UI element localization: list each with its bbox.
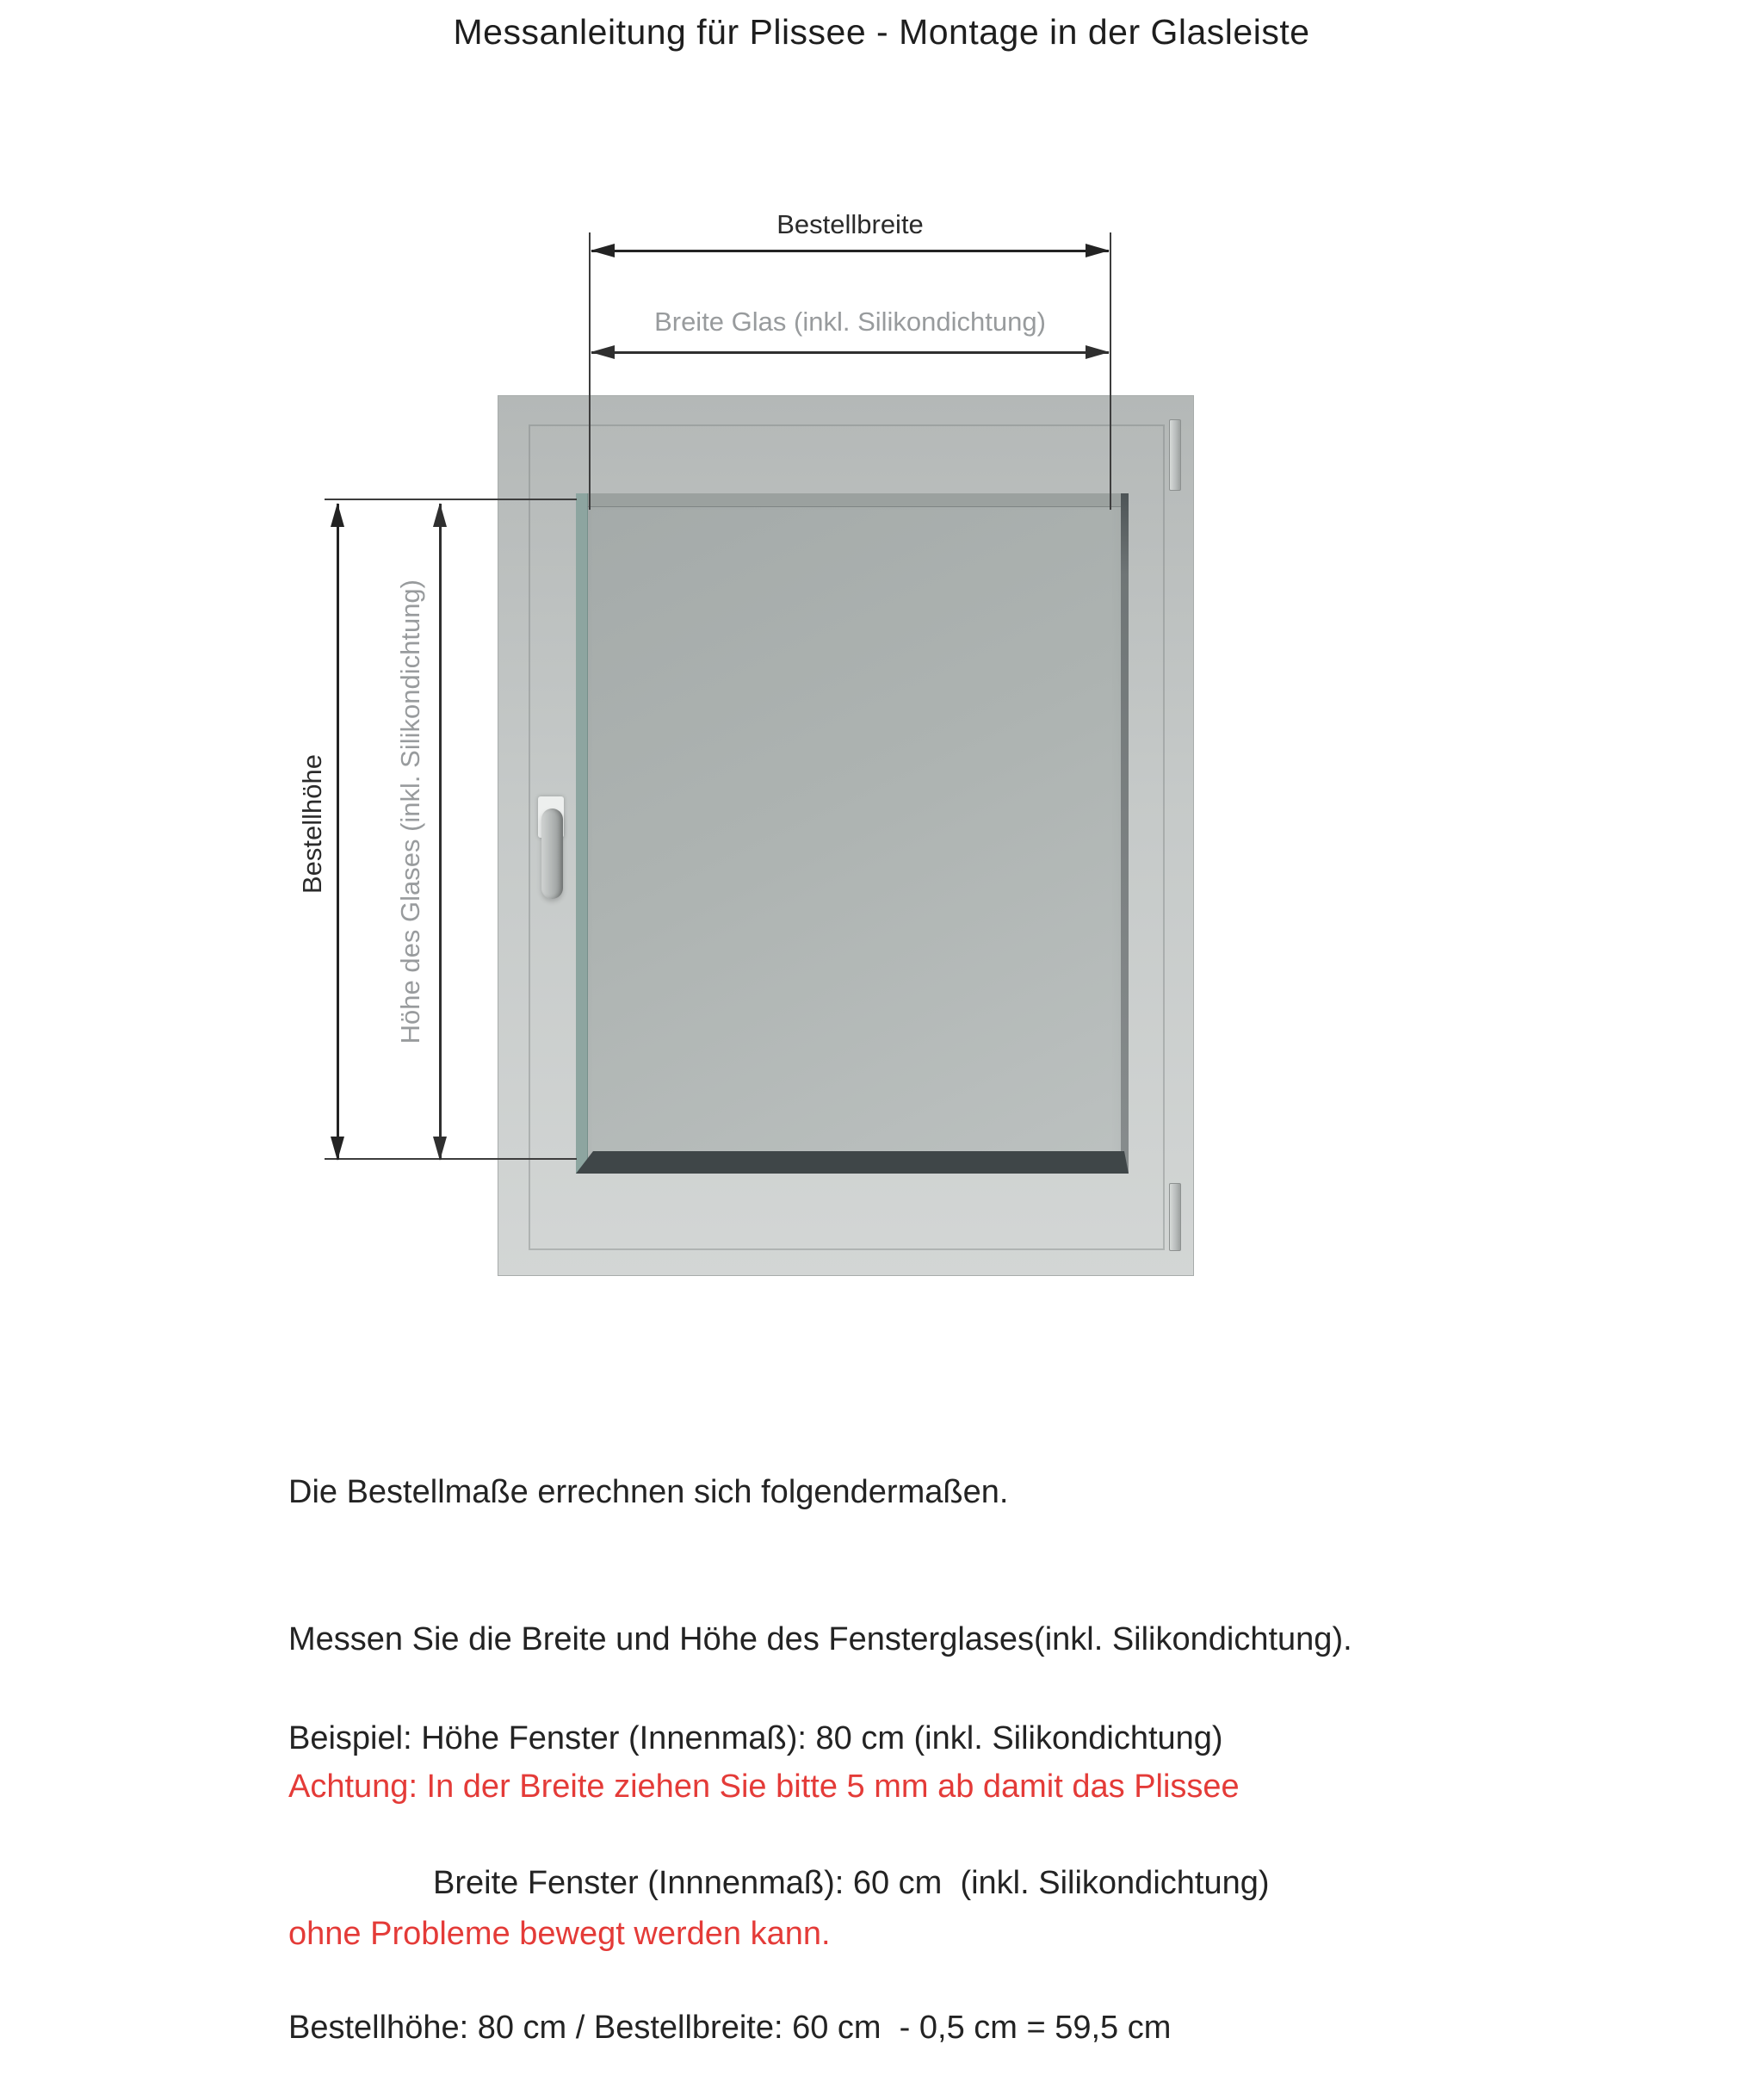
note-line-1: Die Bestellmaße errechnen sich folgendermaßen. [288,1474,1009,1510]
window-frame [498,395,1194,1276]
warning-line-2: ohne Probleme bewegt werden kann. [288,1916,831,1952]
example-block [288,1618,1270,2100]
example-height-line: Beispiel: Höhe Fenster (Innenmaß): 80 cm (inkl. Silikondichtung) [288,1720,1223,1756]
dim-arrow-glass-width [591,351,1109,354]
extension-line-height-bottom [325,1158,577,1160]
extension-line-height-top [325,499,577,500]
dim-arrow-order-height [337,504,339,1160]
window-handle [541,808,563,899]
note-line-2: Messen Sie die Breite und Höhe des Fensterglases(inkl. Silikondichtung). [288,1621,1352,1657]
glass-edge-right [1121,493,1129,1174]
label-order-width: Bestellbreite [776,209,924,239]
hinge-top [1169,419,1181,491]
glass-edge-left [576,493,588,1174]
page-title: Messanleitung für Plissee - Montage in der Glasleiste [453,12,1310,52]
label-glass-width: Breite Glas (inkl. Silikondichtung) [654,307,1046,337]
hinge-bottom [1169,1183,1181,1251]
glazing-bead-top [576,493,1129,507]
warning-line-1: Achtung: In der Breite ziehen Sie bitte 5 mm ab damit das Plissee [288,1769,1240,1805]
label-order-height: Bestellhöhe [297,754,327,895]
window-glass [576,493,1129,1174]
extension-line-width-left [589,232,591,510]
extension-line-width-right [1110,232,1111,510]
example-result-line: Bestellhöhe: 80 cm / Bestellbreite: 60 cm - 0,5 cm = 59,5 cm [288,2010,1172,2046]
glass-bottom-shadow [576,1151,1129,1174]
dim-arrow-order-width [591,250,1109,252]
dim-arrow-glass-height [439,504,442,1160]
example-width-line: Breite Fenster (Innnenmaß): 60 cm (inkl. Silikondichtung) [433,1865,1270,1901]
label-glass-height: Höhe des Glases (inkl. Silikondichtung) [395,579,425,1044]
